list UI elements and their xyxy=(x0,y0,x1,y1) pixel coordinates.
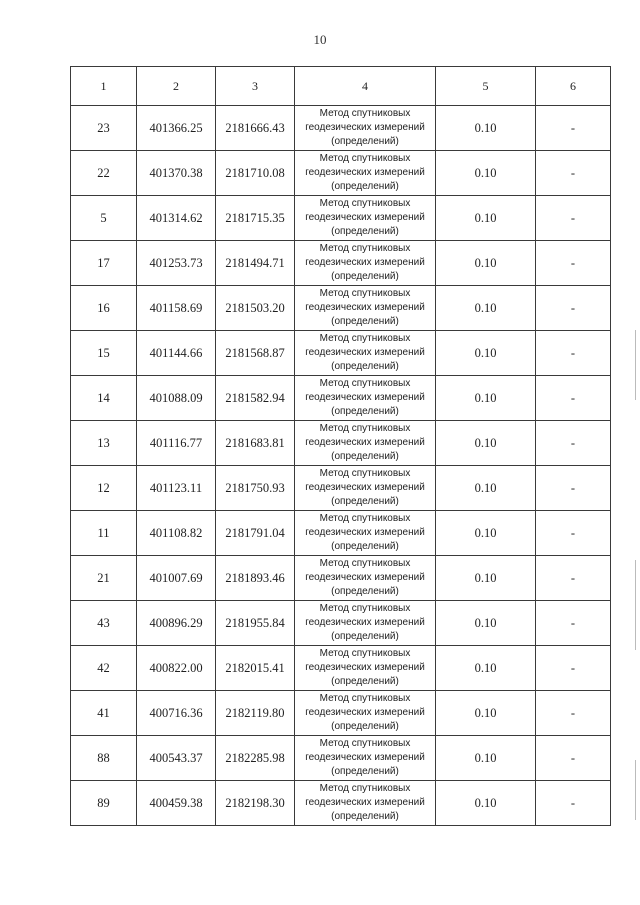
x-coordinate-cell: 401144.66 xyxy=(137,331,216,376)
table-row xyxy=(71,376,611,421)
column-header: 2 xyxy=(137,67,216,106)
note-cell: - xyxy=(536,601,611,646)
point-number-cell: 11 xyxy=(71,511,137,556)
column-header: 6 xyxy=(536,67,611,106)
y-coordinate-cell: 2182198.30 xyxy=(216,781,295,826)
table-row xyxy=(71,106,611,151)
table-row xyxy=(71,286,611,331)
x-coordinate-cell: 401116.77 xyxy=(137,421,216,466)
scan-edge-line xyxy=(635,760,636,820)
point-number-cell: 42 xyxy=(71,646,137,691)
accuracy-cell: 0.10 xyxy=(436,601,536,646)
table-row xyxy=(71,151,611,196)
table-row xyxy=(71,421,611,466)
scan-edge-line xyxy=(635,330,636,400)
column-header: 4 xyxy=(295,67,436,106)
method-cell: Метод спутниковых геодезических измерений (определений) xyxy=(295,376,436,421)
point-number-cell: 17 xyxy=(71,241,137,286)
point-number-cell: 88 xyxy=(71,736,137,781)
table-row xyxy=(71,331,611,376)
accuracy-cell: 0.10 xyxy=(436,196,536,241)
point-number-cell: 12 xyxy=(71,466,137,511)
note-cell: - xyxy=(536,286,611,331)
y-coordinate-cell: 2181666.43 xyxy=(216,106,295,151)
method-cell: Метод спутниковых геодезических измерений (определений) xyxy=(295,241,436,286)
y-coordinate-cell: 2182119.80 xyxy=(216,691,295,736)
note-cell: - xyxy=(536,466,611,511)
note-cell: - xyxy=(536,421,611,466)
x-coordinate-cell: 400896.29 xyxy=(137,601,216,646)
x-coordinate-cell: 401253.73 xyxy=(137,241,216,286)
method-cell: Метод спутниковых геодезических измерений (определений) xyxy=(295,331,436,376)
note-cell: - xyxy=(536,106,611,151)
point-number-cell: 22 xyxy=(71,151,137,196)
y-coordinate-cell: 2181715.35 xyxy=(216,196,295,241)
column-header: 3 xyxy=(216,67,295,106)
table-row xyxy=(71,601,611,646)
note-cell: - xyxy=(536,241,611,286)
x-coordinate-cell: 401088.09 xyxy=(137,376,216,421)
x-coordinate-cell: 400459.38 xyxy=(137,781,216,826)
accuracy-cell: 0.10 xyxy=(436,646,536,691)
table-row xyxy=(71,781,611,826)
table-row xyxy=(71,736,611,781)
method-cell: Метод спутниковых геодезических измерений (определений) xyxy=(295,106,436,151)
table-row xyxy=(71,646,611,691)
y-coordinate-cell: 2182015.41 xyxy=(216,646,295,691)
method-cell: Метод спутниковых геодезических измерений (определений) xyxy=(295,151,436,196)
x-coordinate-cell: 401366.25 xyxy=(137,106,216,151)
page-number: 10 xyxy=(313,32,327,47)
y-coordinate-cell: 2181494.71 xyxy=(216,241,295,286)
note-cell: - xyxy=(536,556,611,601)
note-cell: - xyxy=(536,376,611,421)
accuracy-cell: 0.10 xyxy=(436,106,536,151)
y-coordinate-cell: 2181791.04 xyxy=(216,511,295,556)
y-coordinate-cell: 2181893.46 xyxy=(216,556,295,601)
method-cell: Метод спутниковых геодезических измерений (определений) xyxy=(295,601,436,646)
point-number-cell: 21 xyxy=(71,556,137,601)
x-coordinate-cell: 400822.00 xyxy=(137,646,216,691)
accuracy-cell: 0.10 xyxy=(436,286,536,331)
point-number-cell: 5 xyxy=(71,196,137,241)
method-cell: Метод спутниковых геодезических измерений (определений) xyxy=(295,421,436,466)
note-cell: - xyxy=(536,196,611,241)
point-number-cell: 43 xyxy=(71,601,137,646)
note-cell: - xyxy=(536,646,611,691)
column-header: 1 xyxy=(71,67,137,106)
accuracy-cell: 0.10 xyxy=(436,736,536,781)
note-cell: - xyxy=(536,781,611,826)
y-coordinate-cell: 2181568.87 xyxy=(216,331,295,376)
accuracy-cell: 0.10 xyxy=(436,421,536,466)
x-coordinate-cell: 400543.37 xyxy=(137,736,216,781)
accuracy-cell: 0.10 xyxy=(436,691,536,736)
table-row xyxy=(71,196,611,241)
y-coordinate-cell: 2181955.84 xyxy=(216,601,295,646)
y-coordinate-cell: 2182285.98 xyxy=(216,736,295,781)
method-cell: Метод спутниковых геодезических измерений (определений) xyxy=(295,466,436,511)
column-header: 5 xyxy=(436,67,536,106)
x-coordinate-cell: 401314.62 xyxy=(137,196,216,241)
method-cell: Метод спутниковых геодезических измерений (определений) xyxy=(295,196,436,241)
coordinates-table xyxy=(70,66,611,826)
x-coordinate-cell: 401370.38 xyxy=(137,151,216,196)
accuracy-cell: 0.10 xyxy=(436,331,536,376)
table-row xyxy=(71,691,611,736)
note-cell: - xyxy=(536,331,611,376)
accuracy-cell: 0.10 xyxy=(436,151,536,196)
accuracy-cell: 0.10 xyxy=(436,511,536,556)
point-number-cell: 13 xyxy=(71,421,137,466)
note-cell: - xyxy=(536,691,611,736)
note-cell: - xyxy=(536,736,611,781)
method-cell: Метод спутниковых геодезических измерений (определений) xyxy=(295,286,436,331)
x-coordinate-cell: 400716.36 xyxy=(137,691,216,736)
y-coordinate-cell: 2181750.93 xyxy=(216,466,295,511)
table-row xyxy=(71,511,611,556)
point-number-cell: 41 xyxy=(71,691,137,736)
table-row xyxy=(71,556,611,601)
point-number-cell: 89 xyxy=(71,781,137,826)
table-row xyxy=(71,466,611,511)
accuracy-cell: 0.10 xyxy=(436,466,536,511)
table-header-row xyxy=(71,67,611,106)
point-number-cell: 23 xyxy=(71,106,137,151)
point-number-cell: 15 xyxy=(71,331,137,376)
method-cell: Метод спутниковых геодезических измерений (определений) xyxy=(295,691,436,736)
y-coordinate-cell: 2181683.81 xyxy=(216,421,295,466)
scan-edge-line xyxy=(635,560,636,650)
method-cell: Метод спутниковых геодезических измерений (определений) xyxy=(295,556,436,601)
note-cell: - xyxy=(536,151,611,196)
method-cell: Метод спутниковых геодезических измерений (определений) xyxy=(295,646,436,691)
note-cell: - xyxy=(536,511,611,556)
table-row xyxy=(71,241,611,286)
method-cell: Метод спутниковых геодезических измерений (определений) xyxy=(295,736,436,781)
y-coordinate-cell: 2181710.08 xyxy=(216,151,295,196)
x-coordinate-cell: 401123.11 xyxy=(137,466,216,511)
accuracy-cell: 0.10 xyxy=(436,376,536,421)
x-coordinate-cell: 401158.69 xyxy=(137,286,216,331)
y-coordinate-cell: 2181503.20 xyxy=(216,286,295,331)
point-number-cell: 14 xyxy=(71,376,137,421)
y-coordinate-cell: 2181582.94 xyxy=(216,376,295,421)
x-coordinate-cell: 401007.69 xyxy=(137,556,216,601)
accuracy-cell: 0.10 xyxy=(436,556,536,601)
accuracy-cell: 0.10 xyxy=(436,781,536,826)
method-cell: Метод спутниковых геодезических измерений (определений) xyxy=(295,781,436,826)
accuracy-cell: 0.10 xyxy=(436,241,536,286)
method-cell: Метод спутниковых геодезических измерений (определений) xyxy=(295,511,436,556)
point-number-cell: 16 xyxy=(71,286,137,331)
x-coordinate-cell: 401108.82 xyxy=(137,511,216,556)
